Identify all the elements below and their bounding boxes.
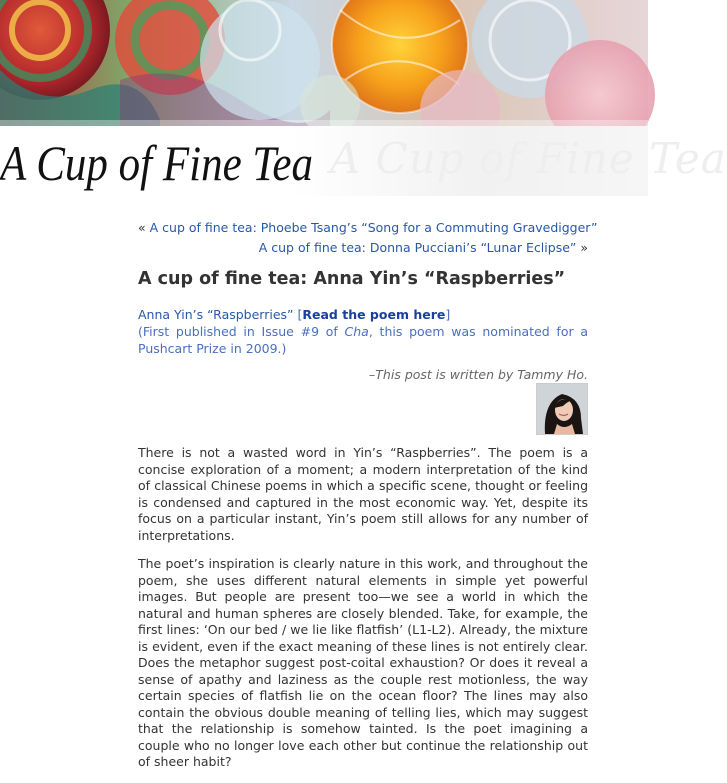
publication-note-journal: Cha <box>344 324 369 339</box>
post-content <box>138 218 598 783</box>
bracket-close: ] <box>445 307 451 322</box>
post-byline: –This post is written by Tammy Ho. <box>369 367 588 382</box>
next-post-nav <box>138 238 588 258</box>
next-post-link[interactable]: A cup of fine tea: Donna Pucciani’s “Lunar Eclipse” <box>258 240 577 255</box>
author-avatar-wrap <box>138 383 588 435</box>
post-body <box>138 445 588 771</box>
author-avatar <box>536 383 588 435</box>
post-intro <box>138 306 588 357</box>
next-arrow: » <box>576 240 588 255</box>
bracket-open: [ <box>293 307 303 322</box>
previous-post-link[interactable]: A cup of fine tea: Phoebe Tsang’s “Song for a Commuting Gravedigger” <box>149 220 598 235</box>
header-banner-image <box>0 0 648 126</box>
header-watermark-text: A Cup of Fine Tea <box>330 134 727 183</box>
poem-title-link[interactable]: Anna Yin’s “Raspberries” <box>138 307 294 322</box>
post-title: A cup of fine tea: Anna Yin’s “Raspberries” <box>138 269 566 289</box>
publication-note-end: , this poem was nominated for a Pushcart Prize in 2009.) <box>138 324 588 356</box>
publication-note-start: (First published in Issue #9 of <box>138 324 345 339</box>
previous-post-nav <box>138 218 598 238</box>
body-paragraph-1: There is not a wasted word in Yin’s “Raspberries”. The poem is a concise exploration of a moment; a modern interpretation of the kind of classical Chinese poems in which a specific scene, thought or feeling is condensed and captured in the most economic way. Yet, despite its focus on a particular instant, Yin’s poem still allows for any number of interpretations. <box>138 445 588 543</box>
site-title[interactable]: A Cup of Fine Tea <box>0 135 313 191</box>
previous-arrow: « <box>138 220 150 235</box>
body-paragraph-2: The poet’s inspiration is clearly nature in this work, and throughout the poem, she uses different natural elements in simple yet powerful images. But people are present too—we see a world in which the natural and human spheres are closely blended. Take, for example, the first lines: ‘On our bed / we lie like flatfish’ (L1-L2). Already, the mixture is evident, even if the exact meaning of these lines is not entirely clear. Does the metaphor suggest post-coital exhaustion? Or does it reveal a sense of apathy and laziness as the couple rest motionless, the way certain species of flatfish lie on the ocean floor? The lines may also contain the obvious double meaning of telling lies, which may suggest that the relationship is somehow tainted. Is the poet imagining a couple who no longer love each other but continue the relationship out of sheer habit? <box>138 556 588 769</box>
read-poem-link[interactable]: Read the poem here <box>302 307 446 322</box>
